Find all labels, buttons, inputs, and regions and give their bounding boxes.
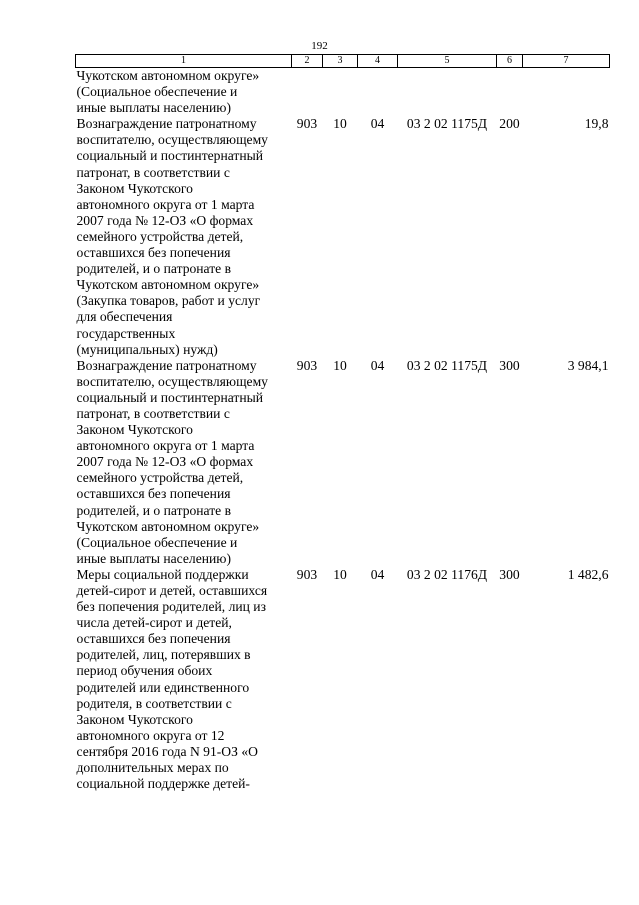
row-pr: 04 (370, 566, 385, 582)
row-rz: 10 (333, 116, 347, 132)
row-pr: 04 (370, 116, 385, 132)
row-grbs: 903 (296, 566, 318, 582)
header-col-2: 2 (292, 55, 323, 68)
table-row (76, 68, 610, 117)
row-rz: 10 (333, 566, 347, 582)
header-col-4: 4 (358, 55, 398, 68)
row-name: Вознаграждение патронатному воспитателю, осуществляющему социальный и постинтернатный патронат, в соответствии с Законом Чукотского автономного округа от 1 марта 2007 года № 12-ОЗ «О формах семейного устройства детей, оставшихся без попечения родителей, и о патронате в Чукотском автономном округе» (Социальное обеспечение и иные выплаты населению) (76, 357, 268, 566)
row-pr: 04 (370, 357, 385, 373)
row-name: Меры социальной поддержки детей-сирот и детей, оставшихся без попечения родителей, лиц из числа детей-сирот и детей, оставшихся без попечения родителей, лиц, потерявших в период обучения обоих родителей или единственного родителя, в соответствии с Законом Чукотского автономного округа от 12 сентября 2016 года N 91-ОЗ «О дополнительных мерах по социальной поддержке детей- (76, 566, 268, 792)
row-csr: 03 2 02 1175Д (406, 357, 488, 373)
row-vr (497, 68, 523, 117)
header-row (76, 55, 610, 68)
table-row (76, 358, 610, 567)
row-amount: 19,8 (584, 116, 609, 132)
header-col-1: 1 (76, 55, 292, 68)
row-pr (358, 68, 398, 117)
row-amount: 3 984,1 (567, 357, 609, 373)
header-col-6: 6 (497, 55, 523, 68)
row-rz: 10 (333, 357, 347, 373)
table-row (76, 116, 610, 357)
row-vr: 300 (499, 357, 520, 373)
row-rz (323, 68, 358, 117)
header-col-5: 5 (398, 55, 497, 68)
row-amount: 1 482,6 (567, 566, 609, 582)
row-grbs (292, 68, 323, 117)
row-grbs: 903 (296, 116, 318, 132)
row-vr: 300 (499, 566, 520, 582)
row-grbs: 903 (296, 357, 318, 373)
table-body (76, 68, 610, 793)
table-header (76, 55, 610, 68)
row-vr: 200 (499, 116, 520, 132)
row-csr: 03 2 02 1176Д (406, 566, 488, 582)
header-col-3: 3 (323, 55, 358, 68)
budget-table (75, 54, 610, 792)
header-col-7: 7 (523, 55, 610, 68)
row-csr (398, 68, 497, 117)
row-name: Вознаграждение патронатному воспитателю, осуществляющему социальный и постинтернатный патронат, в соответствии с Законом Чукотского автономного округа от 1 марта 2007 года № 12-ОЗ «О формах семейного устройства детей, оставшихся без попечения родителей, и о патронате в Чукотском автономном округе» (Закупка товаров, работ и услуг для обеспечения государственных (муниципальных) нужд) (76, 116, 268, 357)
table-row (76, 567, 610, 792)
page-number: 192 (311, 40, 328, 52)
row-amount (523, 68, 610, 117)
row-csr: 03 2 02 1175Д (406, 116, 488, 132)
row-name: Чукотском автономном округе» (Социальное обеспечение и иные выплаты населению) (76, 68, 260, 116)
